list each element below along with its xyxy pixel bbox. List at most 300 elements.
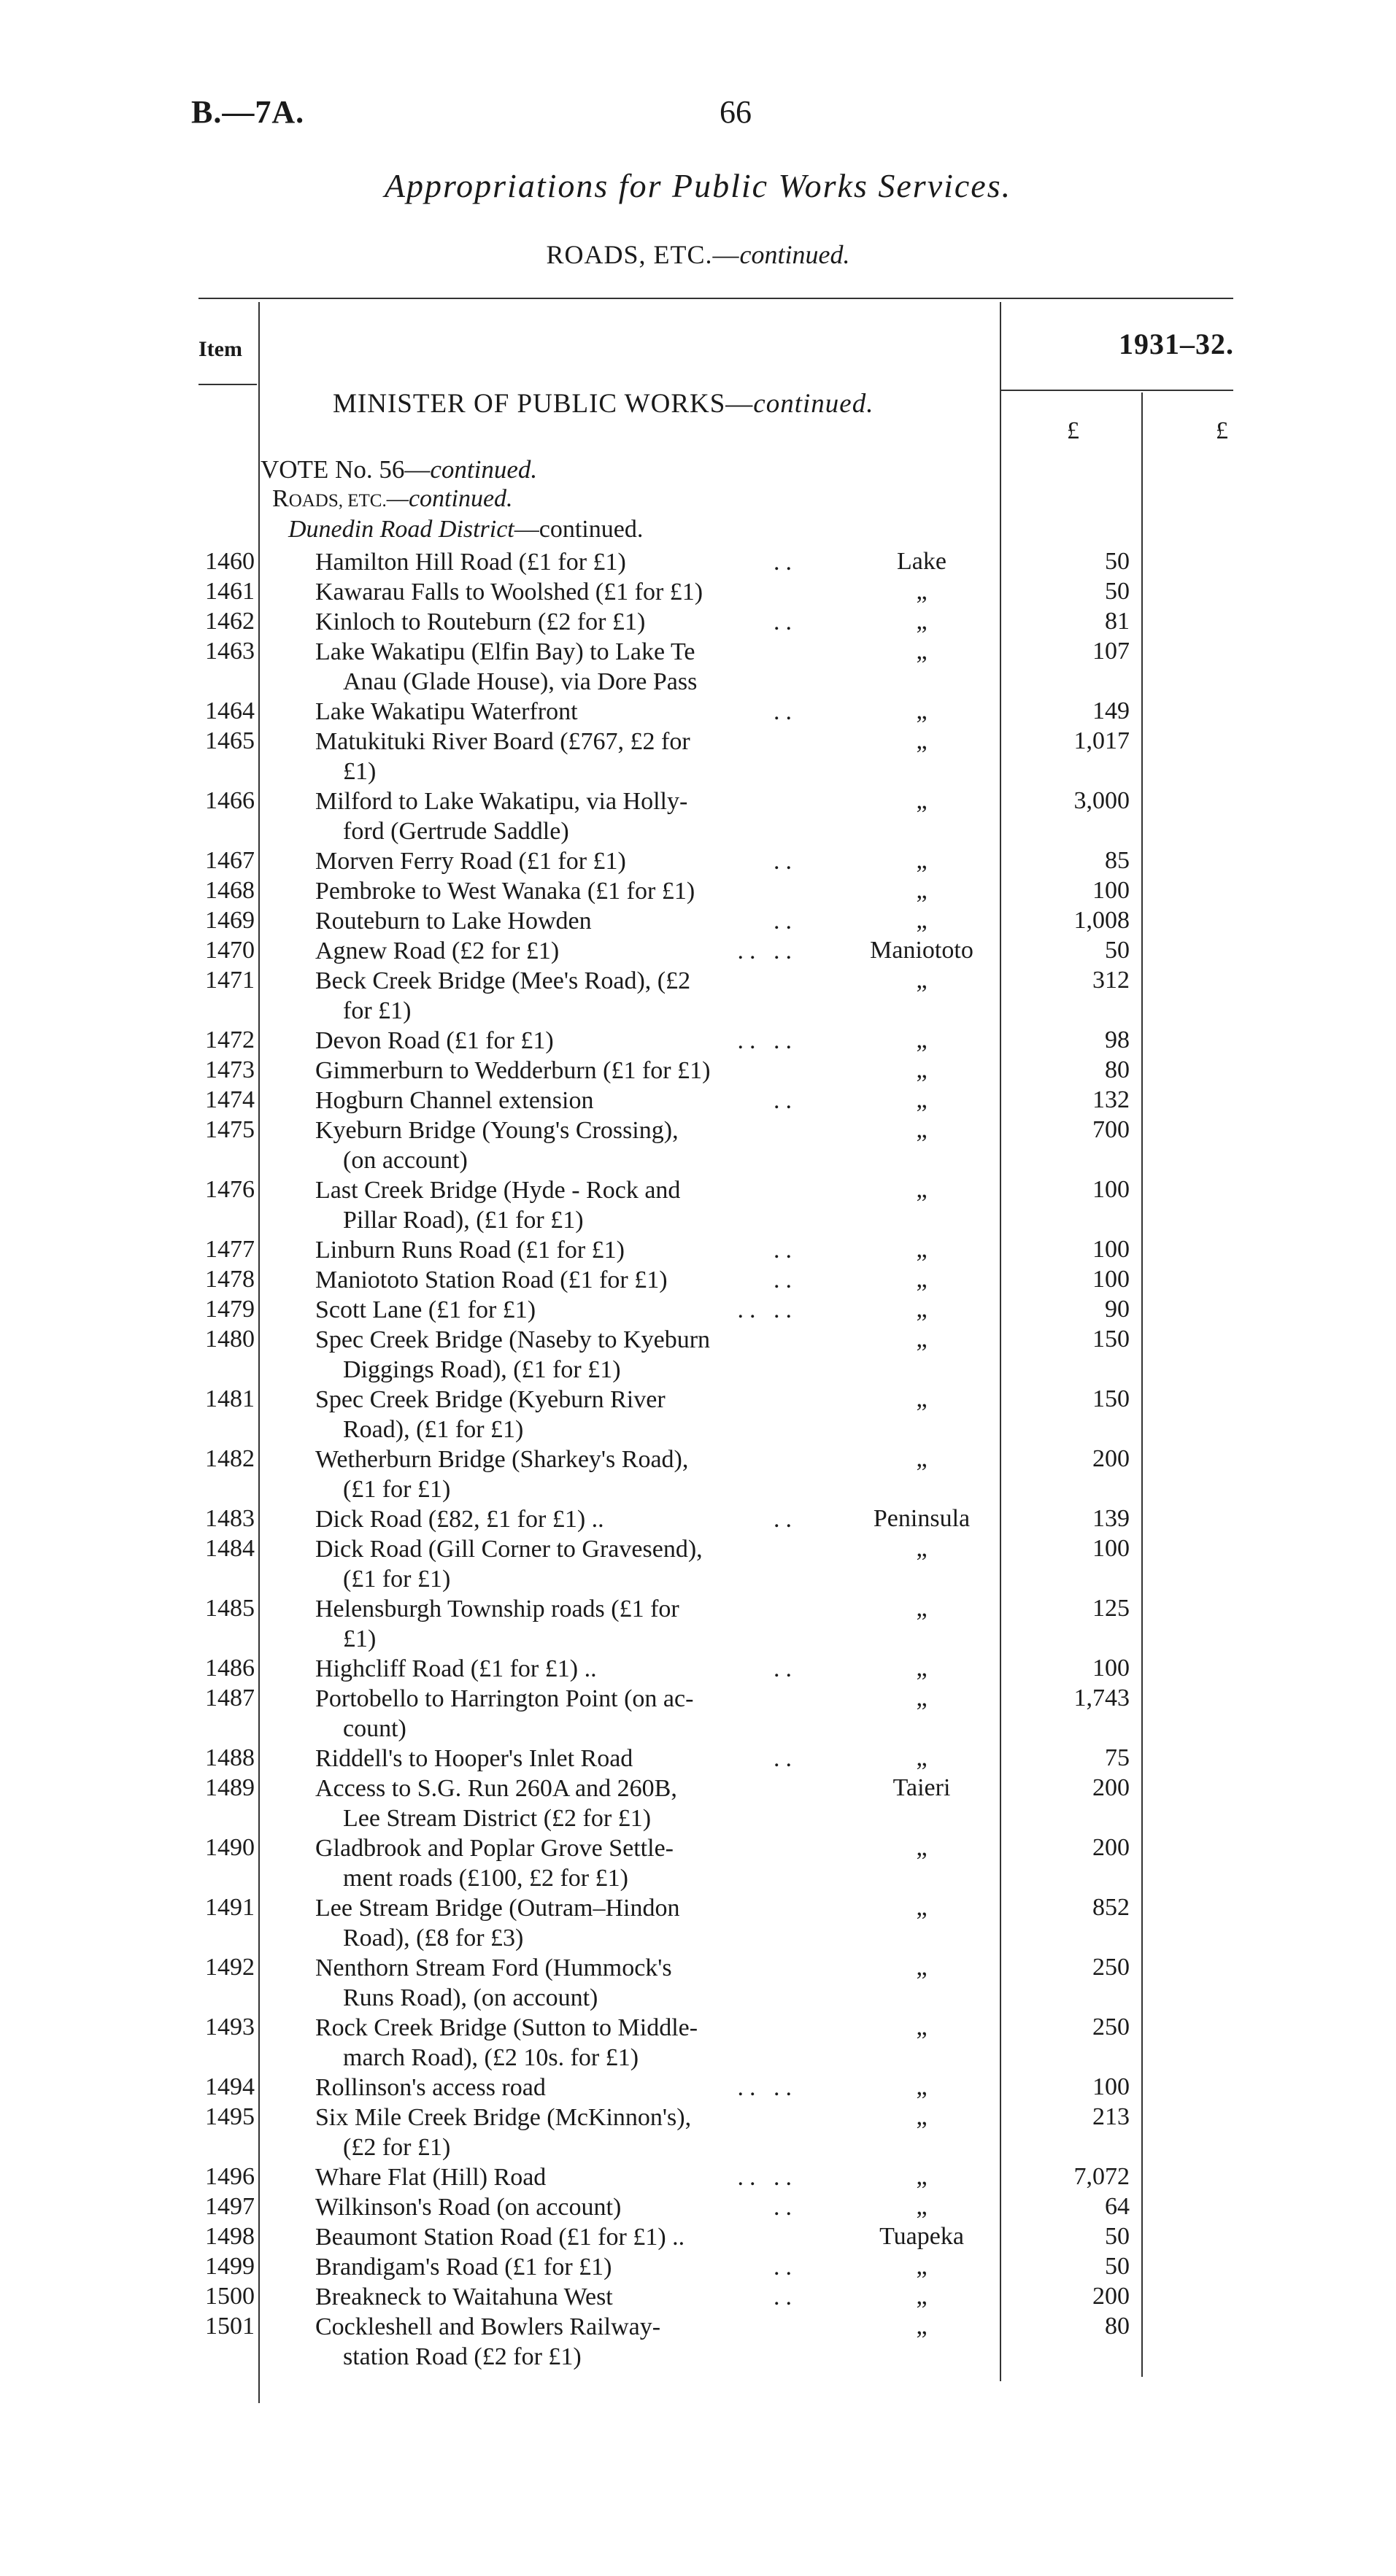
description-line: Lake Wakatipu (Elfin Bay) to Lake Te <box>315 638 695 665</box>
leader-dots: .. <box>774 908 798 935</box>
county-name: „ <box>916 1744 928 1771</box>
item-number: 1465 <box>205 727 255 754</box>
table-row <box>0 607 1396 636</box>
item-description <box>315 1534 801 1594</box>
amount: 1,017 <box>1073 727 1130 754</box>
description-continuation: £1) <box>343 1625 377 1652</box>
description-line: Hogburn Channel extension <box>315 1087 594 1114</box>
county-name: „ <box>916 2193 928 2220</box>
item-number: 1473 <box>205 1056 255 1083</box>
county-name: „ <box>916 1834 928 1861</box>
description-line: Wilkinson's Road (on account) <box>315 2194 622 2221</box>
item-description <box>315 577 801 607</box>
leader-dots: .. <box>774 848 798 875</box>
description-line: Brandigam's Road (£1 for £1) <box>315 2254 612 2281</box>
item-header-rule <box>198 384 257 385</box>
item-number: 1494 <box>205 2073 255 2100</box>
table-row <box>0 1744 1396 1773</box>
table-row <box>0 786 1396 845</box>
description-line: Maniototo Station Road (£1 for £1) <box>315 1266 668 1293</box>
amount: 85 <box>1105 847 1130 874</box>
county-name: „ <box>916 787 928 814</box>
table-row <box>0 846 1396 875</box>
amount: 200 <box>1092 1834 1130 1861</box>
table-row <box>0 966 1396 1024</box>
description-continuation: for £1) <box>343 997 412 1024</box>
item-number: 1498 <box>205 2223 255 2250</box>
amount: 98 <box>1105 1026 1130 1053</box>
item-description <box>315 637 801 697</box>
county-name: „ <box>916 727 928 754</box>
item-description <box>315 2282 801 2312</box>
item-description <box>315 607 801 637</box>
description-continuation: Pillar Road), (£1 for £1) <box>343 1207 584 1234</box>
amount: 200 <box>1092 2283 1130 2310</box>
vote-continued: continued. <box>430 455 538 484</box>
item-description <box>315 1026 801 1056</box>
description-line: Rollinson's access road <box>315 2074 546 2101</box>
item-number: 1486 <box>205 1655 255 1682</box>
roads-first-letter: R <box>272 485 289 512</box>
item-number: 1474 <box>205 1086 255 1113</box>
item-description <box>315 906 801 936</box>
amount: 64 <box>1105 2193 1130 2220</box>
county-name: „ <box>916 1655 928 1682</box>
county-name: „ <box>916 1116 928 1143</box>
table-row <box>0 697 1396 726</box>
county-name: „ <box>916 1056 928 1083</box>
table-row <box>0 906 1396 935</box>
page-title: Appropriations for Public Works Services. <box>384 167 1012 204</box>
amount: 150 <box>1092 1385 1130 1412</box>
item-description <box>315 1774 801 1833</box>
item-number: 1461 <box>205 578 255 605</box>
county-name: „ <box>916 608 928 635</box>
description-line: Access to S.G. Run 260A and 260B, <box>315 1775 677 1802</box>
description-line: Milford to Lake Wakatipu, via Holly- <box>315 788 688 815</box>
item-number: 1469 <box>205 907 255 934</box>
amount: 50 <box>1105 548 1130 575</box>
description-line: Nenthorn Stream Ford (Hummock's <box>315 1954 672 1981</box>
item-number: 1460 <box>205 548 255 575</box>
table-row <box>0 1295 1396 1324</box>
amount: 1,008 <box>1073 907 1130 934</box>
table-row <box>0 1115 1396 1174</box>
table-row <box>0 2312 1396 2370</box>
description-continuation: Runs Road), (on account) <box>343 1984 598 2011</box>
county-name: „ <box>916 1894 928 1921</box>
amount: 213 <box>1092 2103 1130 2130</box>
leader-dots: .. <box>774 698 798 725</box>
description-line: Gimmerburn to Wedderburn (£1 for £1) <box>315 1057 711 1084</box>
amount: 149 <box>1092 697 1130 724</box>
description-continuation: station Road (£2 for £1) <box>343 2343 582 2370</box>
amount: 100 <box>1092 877 1130 904</box>
description-line: Cockleshell and Bowlers Railway- <box>315 2313 661 2340</box>
amount: 50 <box>1105 2223 1130 2250</box>
amount: 132 <box>1092 1086 1130 1113</box>
county-name: Peninsula <box>873 1505 971 1532</box>
item-number: 1462 <box>205 608 255 635</box>
county-name: „ <box>916 2163 928 2190</box>
description-continuation: ford (Gertrude Saddle) <box>343 818 569 845</box>
county-name: „ <box>916 1685 928 1711</box>
amount: 80 <box>1105 1056 1130 1083</box>
table-row <box>0 1265 1396 1294</box>
amount: 100 <box>1092 2073 1130 2100</box>
description-continuation: £1) <box>343 758 377 785</box>
table-row <box>0 1684 1396 1742</box>
table-row <box>0 1774 1396 1832</box>
table-row <box>0 727 1396 785</box>
county-name: „ <box>916 1296 928 1323</box>
roads-heading <box>272 485 513 513</box>
description-line: Kawarau Falls to Woolshed (£1 for £1) <box>315 579 703 606</box>
description-line: Matukituki River Board (£767, £2 for <box>315 728 690 755</box>
table-row <box>0 2073 1396 2102</box>
item-number: 1501 <box>205 2313 255 2340</box>
item-number: 1481 <box>205 1385 255 1412</box>
table-row <box>0 1056 1396 1085</box>
item-description <box>315 1385 801 1444</box>
item-number: 1480 <box>205 1326 255 1353</box>
item-number: 1468 <box>205 877 255 904</box>
item-description <box>315 727 801 786</box>
description-continuation: march Road), (£2 10s. for £1) <box>343 2044 639 2071</box>
county-name: „ <box>916 1385 928 1412</box>
description-line: Spec Creek Bridge (Kyeburn River <box>315 1386 666 1413</box>
item-description <box>315 2192 801 2222</box>
item-description <box>315 1504 801 1534</box>
county-name: „ <box>916 967 928 994</box>
amount: 50 <box>1105 937 1130 964</box>
item-number: 1491 <box>205 1894 255 1921</box>
item-number: 1478 <box>205 1266 255 1293</box>
item-description <box>315 1115 801 1175</box>
county-name: Taieri <box>892 1774 951 1801</box>
table-row <box>0 1833 1396 1892</box>
leader-dots: .. <box>774 1745 798 1772</box>
roads-continued: —continued. <box>386 485 513 512</box>
table-row <box>0 1444 1396 1503</box>
item-description <box>315 1953 801 2013</box>
item-number: 1493 <box>205 2014 255 2041</box>
county-name: „ <box>916 2073 928 2100</box>
description-continuation: Road), (£8 for £3) <box>343 1925 524 1952</box>
item-description <box>315 1056 801 1086</box>
item-number: 1472 <box>205 1026 255 1053</box>
item-number: 1497 <box>205 2193 255 2220</box>
county-name: „ <box>916 877 928 904</box>
amount: 150 <box>1092 1326 1130 1353</box>
county-name: Maniototo <box>870 937 973 964</box>
item-description <box>315 2162 801 2192</box>
table-row <box>0 637 1396 695</box>
table-row <box>0 1893 1396 1952</box>
item-description <box>315 1235 801 1265</box>
item-description <box>315 2222 801 2252</box>
description-line: Morven Ferry Road (£1 for £1) <box>315 848 626 875</box>
county-name: „ <box>916 1445 928 1472</box>
leader-dots: .. <box>774 2254 798 2281</box>
leader-dots: .. .. <box>737 2164 798 2191</box>
amount: 81 <box>1105 608 1130 635</box>
year-column-header: 1931–32. <box>1119 328 1234 360</box>
leader-dots: .. <box>774 608 798 635</box>
table-row <box>0 547 1396 576</box>
minister-continued: continued. <box>753 389 874 419</box>
county-name: „ <box>916 1086 928 1113</box>
leader-dots: .. <box>774 1087 798 1114</box>
leader-dots: .. .. <box>737 1296 798 1323</box>
county-name: „ <box>916 1026 928 1053</box>
description-line: Helensburgh Township roads (£1 for <box>315 1596 679 1622</box>
table-row <box>0 1175 1396 1234</box>
item-number: 1492 <box>205 1954 255 1981</box>
description-continuation: Road), (£1 for £1) <box>343 1416 524 1443</box>
leader-dots: .. .. <box>737 1027 798 1054</box>
county-name: „ <box>916 2103 928 2130</box>
table-row <box>0 1235 1396 1264</box>
table-top-rule <box>198 298 1233 299</box>
item-description <box>315 1444 801 1504</box>
item-description <box>315 697 801 727</box>
description-line: Lake Wakatipu Waterfront <box>315 698 578 725</box>
county-name: „ <box>916 1176 928 1203</box>
county-name: „ <box>916 1326 928 1353</box>
county-name: „ <box>916 578 928 605</box>
amount: 80 <box>1105 2313 1130 2340</box>
item-number: 1489 <box>205 1774 255 1801</box>
description-line: Pembroke to West Wanaka (£1 for £1) <box>315 878 695 905</box>
description-line: Breakneck to Waitahuna West <box>315 2283 613 2310</box>
item-description <box>315 1594 801 1654</box>
item-number: 1477 <box>205 1236 255 1263</box>
subtitle-main: ROADS, ETC.— <box>546 240 740 269</box>
table-row <box>0 876 1396 905</box>
table-row <box>0 1534 1396 1593</box>
county-name: Lake <box>897 548 946 575</box>
leader-dots: .. <box>774 1506 798 1533</box>
amount: 50 <box>1105 578 1130 605</box>
description-line: Riddell's to Hooper's Inlet Road <box>315 1745 633 1772</box>
table-row <box>0 1594 1396 1652</box>
table-row <box>0 577 1396 606</box>
amount: 125 <box>1092 1595 1130 1622</box>
amount: 250 <box>1092 2014 1130 2041</box>
item-description <box>315 2312 801 2372</box>
amount: 100 <box>1092 1176 1130 1203</box>
county-name: „ <box>916 2283 928 2310</box>
item-number: 1490 <box>205 1834 255 1861</box>
amount: 7,072 <box>1073 2163 1130 2190</box>
year-header-rule <box>1001 390 1233 391</box>
description-line: Dick Road (Gill Corner to Gravesend), <box>315 1536 703 1563</box>
leader-dots: .. <box>774 2194 798 2221</box>
description-line: Highcliff Road (£1 for £1) .. <box>315 1655 597 1682</box>
table-row <box>0 936 1396 965</box>
county-name: „ <box>916 2253 928 2280</box>
description-line: Lee Stream Bridge (Outram–Hindon <box>315 1895 680 1922</box>
amount: 75 <box>1105 1744 1130 1771</box>
amount: 3,000 <box>1073 787 1130 814</box>
amount: 200 <box>1092 1445 1130 1472</box>
description-line: Spec Creek Bridge (Naseby to Kyeburn <box>315 1326 711 1353</box>
section-subtitle <box>0 239 1396 270</box>
description-line: Rock Creek Bridge (Sutton to Middle- <box>315 2014 698 2041</box>
item-description <box>315 936 801 966</box>
amount: 100 <box>1092 1266 1130 1293</box>
currency-label-col2: £ <box>1216 417 1228 444</box>
item-description <box>315 1833 801 1893</box>
item-description <box>315 876 801 906</box>
description-continuation: (£1 for £1) <box>343 1476 451 1503</box>
table-row <box>0 1086 1396 1115</box>
table-row <box>0 1325 1396 1383</box>
county-name: „ <box>916 638 928 665</box>
county-name: „ <box>916 1595 928 1622</box>
minister-main: MINISTER OF PUBLIC WORKS— <box>333 389 754 419</box>
description-line: Whare Flat (Hill) Road <box>315 2164 547 2191</box>
table-row <box>0 2162 1396 2192</box>
item-number: 1470 <box>205 937 255 964</box>
description-line: Devon Road (£1 for £1) <box>315 1027 554 1054</box>
amount: 100 <box>1092 1535 1130 1562</box>
item-description <box>315 2013 801 2073</box>
table-row <box>0 1026 1396 1055</box>
item-description <box>315 846 801 876</box>
item-description <box>315 1086 801 1115</box>
description-line: Scott Lane (£1 for £1) <box>315 1296 536 1323</box>
item-number: 1467 <box>205 847 255 874</box>
county-name: „ <box>916 1535 928 1562</box>
leader-dots: .. <box>774 549 798 576</box>
item-description <box>315 2103 801 2162</box>
amount: 312 <box>1092 967 1130 994</box>
item-number: 1479 <box>205 1296 255 1323</box>
description-line: Last Creek Bridge (Hyde - Rock and <box>315 1177 681 1204</box>
leader-dots: .. <box>774 1266 798 1293</box>
description-line: Dick Road (£82, £1 for £1) .. <box>315 1506 604 1533</box>
vote-main: VOTE No. 56— <box>261 455 431 484</box>
roads-small-caps: OADS, ETC. <box>288 491 387 511</box>
description-continuation: Lee Stream District (£2 for £1) <box>343 1805 652 1832</box>
description-line: Six Mile Creek Bridge (McKinnon's), <box>315 2104 692 2131</box>
description-line: Beck Creek Bridge (Mee's Road), (£2 <box>315 967 691 994</box>
item-number: 1476 <box>205 1176 255 1203</box>
table-row <box>0 2192 1396 2221</box>
county-name: „ <box>916 1266 928 1293</box>
item-description <box>315 1654 801 1684</box>
page-number: 66 <box>720 94 752 130</box>
table-row <box>0 1504 1396 1533</box>
item-column-header: Item <box>198 337 242 361</box>
item-description <box>315 2252 801 2282</box>
item-description <box>315 1744 801 1774</box>
leader-dots: .. <box>774 1237 798 1264</box>
item-number: 1485 <box>205 1595 255 1622</box>
description-continuation: (£2 for £1) <box>343 2134 451 2161</box>
county-name: „ <box>916 2014 928 2041</box>
district-heading <box>288 516 643 544</box>
vote-heading <box>261 455 537 484</box>
county-name: „ <box>916 1236 928 1263</box>
table-row <box>0 1654 1396 1683</box>
amount: 200 <box>1092 1774 1130 1801</box>
description-continuation: ment roads (£100, £2 for £1) <box>343 1865 628 1892</box>
table-row <box>0 2222 1396 2251</box>
item-description <box>315 1325 801 1385</box>
description-line: Gladbrook and Poplar Grove Settle- <box>315 1835 674 1862</box>
description-line: Kinloch to Routeburn (£2 for £1) <box>315 608 646 635</box>
description-line: Agnew Road (£2 for £1) <box>315 937 560 964</box>
item-description <box>315 966 801 1026</box>
item-description <box>315 1893 801 1953</box>
item-number: 1471 <box>205 967 255 994</box>
amount: 107 <box>1092 638 1130 665</box>
amount: 700 <box>1092 1116 1130 1143</box>
item-description <box>315 1175 801 1235</box>
district-name: Dunedin Road District <box>288 516 514 543</box>
leader-dots: .. .. <box>737 937 798 964</box>
item-number: 1483 <box>205 1505 255 1532</box>
item-number: 1499 <box>205 2253 255 2280</box>
leader-dots: .. .. <box>737 2074 798 2101</box>
amount: 1,743 <box>1073 1685 1130 1711</box>
county-name: „ <box>916 2313 928 2340</box>
item-number: 1488 <box>205 1744 255 1771</box>
item-description <box>315 2073 801 2103</box>
currency-label-col1: £ <box>1067 417 1079 444</box>
item-number: 1495 <box>205 2103 255 2130</box>
table-row <box>0 1953 1396 2011</box>
table-row <box>0 1385 1396 1443</box>
table-row <box>0 2013 1396 2071</box>
county-name: „ <box>916 1954 928 1981</box>
item-number: 1463 <box>205 638 255 665</box>
amount: 100 <box>1092 1236 1130 1263</box>
item-number: 1464 <box>205 697 255 724</box>
item-description <box>315 786 801 846</box>
leader-dots: .. <box>774 2283 798 2310</box>
description-continuation: count) <box>343 1715 406 1742</box>
description-line: Wetherburn Bridge (Sharkey's Road), <box>315 1446 689 1473</box>
leader-dots: .. <box>774 1655 798 1682</box>
county-name: „ <box>916 907 928 934</box>
item-description <box>315 547 801 577</box>
amount: 90 <box>1105 1296 1130 1323</box>
amount: 50 <box>1105 2253 1130 2280</box>
table-row <box>0 2103 1396 2161</box>
amount: 139 <box>1092 1505 1130 1532</box>
item-description <box>315 1265 801 1295</box>
item-number: 1484 <box>205 1535 255 1562</box>
description-line: Linburn Runs Road (£1 for £1) <box>315 1237 625 1264</box>
amount: 100 <box>1092 1655 1130 1682</box>
county-name: Tuapeka <box>879 2223 964 2250</box>
description-continuation: (on account) <box>343 1147 468 1174</box>
description-continuation: (£1 for £1) <box>343 1566 451 1593</box>
description-line: Routeburn to Lake Howden <box>315 908 592 935</box>
district-continued: —continued. <box>514 516 644 543</box>
county-name: „ <box>916 847 928 874</box>
description-line: Portobello to Harrington Point (on ac- <box>315 1685 694 1712</box>
item-number: 1466 <box>205 787 255 814</box>
subtitle-continued: continued. <box>739 240 850 269</box>
amount: 250 <box>1092 1954 1130 1981</box>
item-number: 1500 <box>205 2283 255 2310</box>
item-number: 1487 <box>205 1685 255 1711</box>
